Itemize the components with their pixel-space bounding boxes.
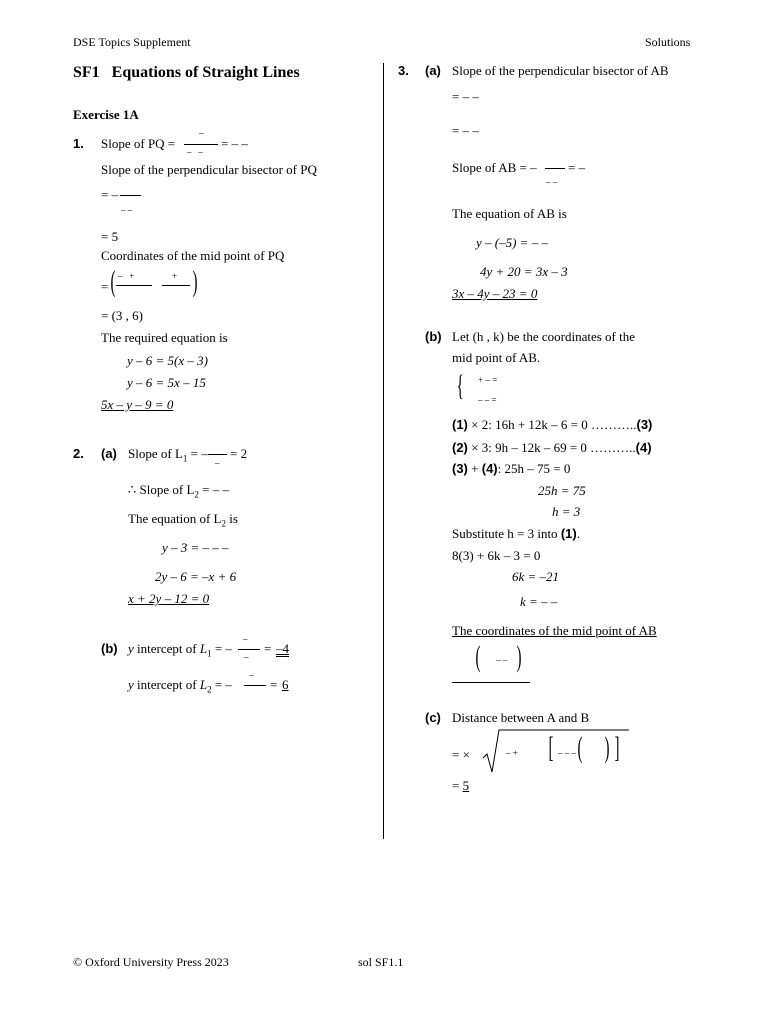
q3a-equation-ab: The equation of AB is <box>452 206 567 221</box>
q3a-label: (a) <box>425 63 441 78</box>
q3b-step2: (2) × 3: 9h – 12k – 69 = 0 ………..(4) <box>452 440 652 455</box>
q3a-line2: = – – <box>452 89 479 104</box>
q1-slope-bisector: Slope of the perpendicular bisector of PQ <box>101 162 317 177</box>
exercise-heading: Exercise 1A <box>73 107 139 122</box>
q2a-slope-l1: Slope of $L_1$ = – <box>128 446 208 464</box>
q1-number: 1. <box>73 136 84 151</box>
q3c-inner2: – – – <box>558 748 576 758</box>
header-right: Solutions <box>645 35 691 49</box>
page-title <box>73 65 300 81</box>
q1-answer: 5x – y – 9 = 0 <box>101 397 174 412</box>
q3b-line2: mid point of AB. <box>452 350 541 365</box>
q3b-step1: (1) × 2: 16h + 12k – 6 = 0 ………..(3) <box>452 417 653 432</box>
q3b-eq3: k = – – <box>520 594 558 609</box>
q1-eq2: = – <box>101 187 119 202</box>
q2a-label: (a) <box>101 446 117 461</box>
q2-number: 2. <box>73 446 84 461</box>
q3b-answer-text: The coordinates of the mid point of AB <box>452 623 657 638</box>
column-divider <box>383 63 384 839</box>
q1-line1: y – 6 = 5(x – 3) <box>127 353 208 368</box>
q1-eq5: = (3 , 6) <box>101 308 143 323</box>
q3a-slope-ab-eq: = – <box>568 160 586 175</box>
q3-number: 3. <box>398 63 409 78</box>
q3b-step3: (3) + (4): 25h – 75 = 0 <box>452 461 571 476</box>
q2b-y2-val: 6 <box>282 677 289 692</box>
q3b-eq2: 6k = –21 <box>512 569 560 584</box>
q2a-eq1: y – 3 = – – – <box>162 540 229 555</box>
q3a-slope-ab: Slope of AB = – <box>452 160 537 175</box>
q2a-slope-val: = 2 <box>230 446 248 461</box>
footer-left: © Oxford University Press 2023 <box>73 955 229 969</box>
q3b-answer-val: – – <box>496 655 508 665</box>
q3b-eq1: 8(3) + 6k – 3 = 0 <box>452 548 541 563</box>
q1-eq4: = <box>101 279 109 294</box>
q3a-eq1: y – (–5) = – – <box>476 235 548 250</box>
q3b-label: (b) <box>425 329 442 344</box>
q3a-line3: = – – <box>452 123 479 138</box>
q1-fraction-bar <box>184 144 218 145</box>
q2b-y2: y intercept of $L_2$ = – <box>128 677 232 695</box>
q3b-sys2: – – = <box>478 395 497 405</box>
q1-line2: y – 6 = 5x – 15 <box>127 375 206 390</box>
q3c-inner: – + <box>506 748 518 758</box>
title-code: SF1 <box>73 64 100 81</box>
q1-slope-pq: Slope of PQ = <box>101 136 176 151</box>
q3b-sys1: + – = <box>478 375 498 385</box>
q3b-substitute: Substitute h = 3 into (1). <box>452 526 580 541</box>
q1-eq3: = 5 <box>101 229 119 244</box>
q2a-equation-l2: The equation of $L_2$ is <box>128 511 238 529</box>
q2a-fraction-bar <box>208 454 227 455</box>
q2a-eq2: 2y – 6 = –x + 6 <box>155 569 237 584</box>
q3b-step5: h = 3 <box>552 504 581 519</box>
q2b-y1-val: –4 <box>276 641 289 656</box>
q3c-label: (c) <box>425 710 441 725</box>
q1-required: The required equation is <box>101 330 228 345</box>
q2b-label: (b) <box>101 641 118 656</box>
q3b-line1: Let (h , k) be the coordinates of the <box>452 329 636 344</box>
q3a-answer: 3x – 4y – 23 = 0 <box>452 286 538 301</box>
header-left: DSE Topics Supplement <box>73 35 191 49</box>
q3b-step4: 25h = 75 <box>538 483 586 498</box>
q1-eq1: = – – <box>221 136 248 151</box>
q1-fraction-bar-2 <box>120 195 141 196</box>
footer-center: sol SF1.1 <box>358 955 404 969</box>
q2a-slope-l2: ∴ Slope of $L_2$ = – – <box>128 482 229 500</box>
q2a-answer: x + 2y – 12 = 0 <box>128 591 210 606</box>
q3a-eq2: 4y + 20 = 3x – 3 <box>480 264 568 279</box>
q2b-y1: y intercept of $L_1$ = – <box>128 641 232 659</box>
q1-coords-mid: Coordinates of the mid point of PQ <box>101 248 285 263</box>
title-name: Equations of Straight Lines <box>111 64 300 81</box>
q3b-answer-underline <box>452 682 530 683</box>
q3a-line1: Slope of the perpendicular bisector of AB <box>452 63 669 78</box>
q3c-eq: = × <box>452 747 470 762</box>
q3c-text: Distance between A and B <box>452 710 590 725</box>
q3c-answer: = 5 <box>452 778 470 793</box>
